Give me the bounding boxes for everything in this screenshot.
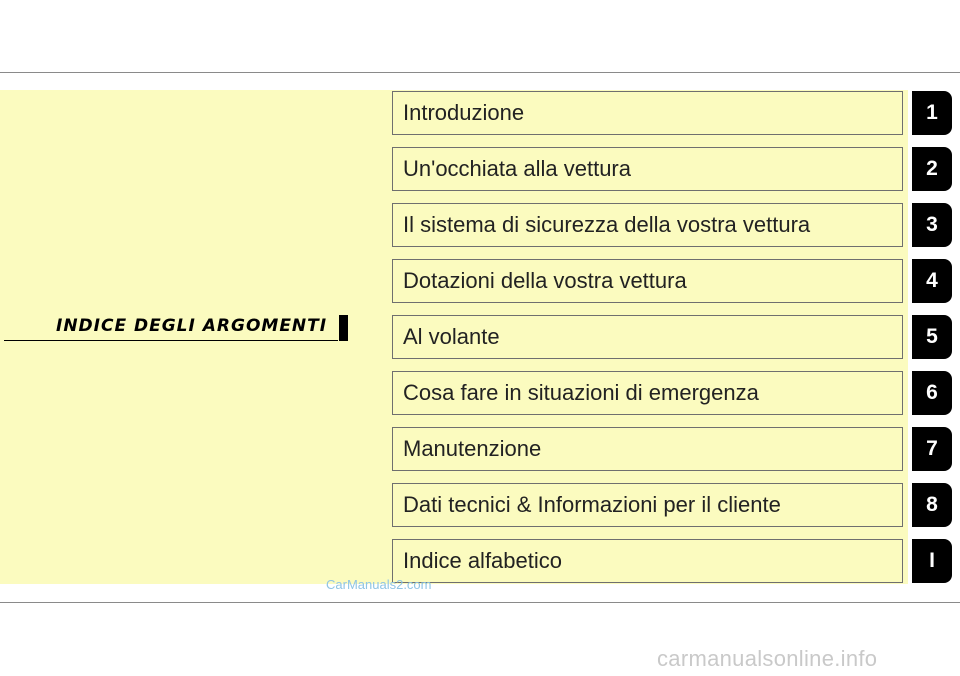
chapter-tab-5[interactable]: 5 xyxy=(912,315,952,359)
toc-entry-occhiata[interactable]: Un'occhiata alla vettura xyxy=(392,147,903,191)
top-rule xyxy=(0,72,960,73)
chapter-tab-8[interactable]: 8 xyxy=(912,483,952,527)
toc-row-5 xyxy=(392,315,952,361)
heading-bar xyxy=(339,315,348,341)
bottom-rule xyxy=(0,602,960,603)
toc-entry-dotazioni[interactable]: Dotazioni della vostra vettura xyxy=(392,259,903,303)
toc-row-3 xyxy=(392,203,952,249)
toc-row-2 xyxy=(392,147,952,193)
chapter-tab-6[interactable]: 6 xyxy=(912,371,952,415)
watermark-carmanuals2: CarManuals2.com xyxy=(326,577,432,592)
toc-row-4 xyxy=(392,259,952,305)
toc-row-1 xyxy=(392,91,952,137)
toc-heading-text: INDICE DEGLI ARGOMENTI xyxy=(56,316,328,336)
heading-underline xyxy=(4,340,338,341)
chapter-tab-7[interactable]: 7 xyxy=(912,427,952,471)
chapter-tab-index[interactable]: I xyxy=(912,539,952,583)
toc-heading xyxy=(0,314,350,342)
toc-entry-emergenza[interactable]: Cosa fare in situazioni di emergenza xyxy=(392,371,903,415)
toc-row-9 xyxy=(392,539,952,585)
toc-entry-indice-alfabetico[interactable]: Indice alfabetico xyxy=(392,539,903,583)
toc-row-8 xyxy=(392,483,952,529)
toc-entry-sicurezza[interactable]: Il sistema di sicurezza della vostra vettura xyxy=(392,203,903,247)
watermark-carmanualsonline: carmanualsonline.info xyxy=(657,646,878,671)
toc-entry-dati-tecnici[interactable]: Dati tecnici & Informazioni per il cliente xyxy=(392,483,903,527)
toc-row-6 xyxy=(392,371,952,417)
toc-entry-manutenzione[interactable]: Manutenzione xyxy=(392,427,903,471)
chapter-tab-1[interactable]: 1 xyxy=(912,91,952,135)
toc-entry-introduzione[interactable]: Introduzione xyxy=(392,91,903,135)
chapter-tab-4[interactable]: 4 xyxy=(912,259,952,303)
chapter-tab-3[interactable]: 3 xyxy=(912,203,952,247)
toc-entry-al-volante[interactable]: Al volante xyxy=(392,315,903,359)
chapter-tab-2[interactable]: 2 xyxy=(912,147,952,191)
toc-row-7 xyxy=(392,427,952,473)
